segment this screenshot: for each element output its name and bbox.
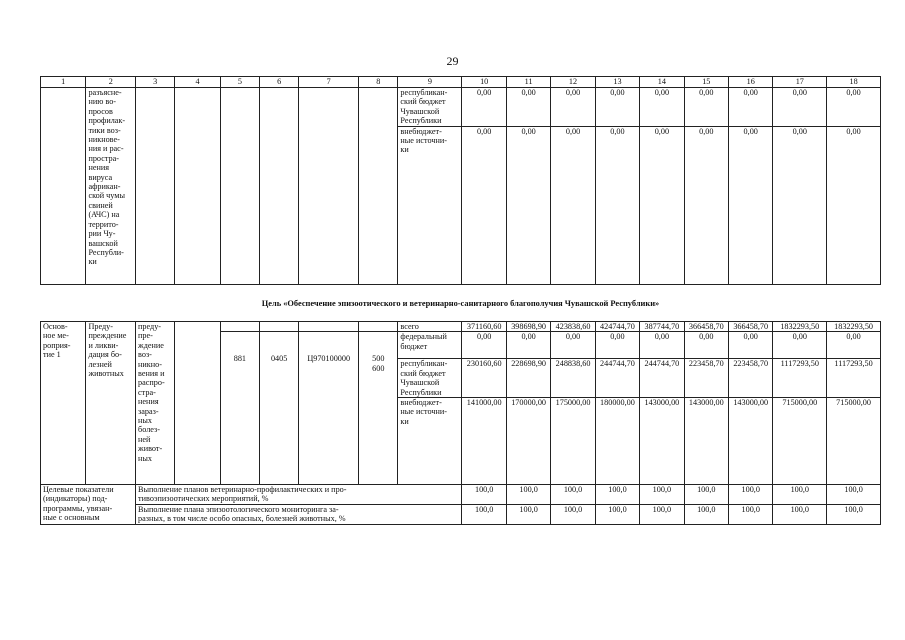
- funding-source: федеральный бюджет: [398, 332, 462, 359]
- value-cell: 100,0: [640, 485, 684, 505]
- value-cell: 1832293,50: [773, 322, 827, 332]
- value-cell: 100,0: [684, 504, 728, 524]
- value-cell: 0,00: [640, 332, 684, 359]
- value-cell: 0,00: [827, 332, 881, 359]
- value-cell: 398698,90: [506, 322, 550, 332]
- value-cell: 100,0: [506, 504, 550, 524]
- value-cell: 100,0: [462, 504, 506, 524]
- value-cell: 423838,60: [551, 322, 595, 332]
- value-cell: 100,0: [595, 485, 639, 505]
- value-cell: 100,0: [827, 485, 881, 505]
- table-row: [41, 322, 881, 332]
- value-cell: 0,00: [462, 332, 506, 359]
- value-cell: 0,00: [640, 88, 684, 127]
- value-cell: 0,00: [684, 126, 728, 284]
- value-cell: 0,00: [827, 88, 881, 127]
- value-cell: 100,0: [773, 485, 827, 505]
- value-cell: 143000,00: [684, 398, 728, 485]
- header-cell: 10: [462, 77, 506, 88]
- value-cell: 0,00: [462, 126, 506, 284]
- header-cell: 9: [398, 77, 462, 88]
- table-row: [41, 88, 881, 127]
- value-cell: 0,00: [729, 88, 773, 127]
- value-cell: 141000,00: [462, 398, 506, 485]
- value-cell: 0,00: [684, 88, 728, 127]
- value-cell: 170000,00: [506, 398, 550, 485]
- measure-goal: преду- пре- ждение воз- никно- вения и распро- стра- нения зараз- ных болез- ней живот- ных: [136, 322, 175, 485]
- value-cell: 0,00: [827, 126, 881, 284]
- value-cell: 0,00: [640, 126, 684, 284]
- value-cell: 1117293,50: [827, 359, 881, 398]
- program-table-continuation: [40, 76, 881, 285]
- value-cell: 223458,70: [684, 359, 728, 398]
- column-number-header-row: [41, 77, 881, 88]
- header-cell: 6: [260, 77, 299, 88]
- measure-number: Основ- ное ме- роприя- тие 1: [41, 322, 86, 485]
- header-cell: 4: [175, 77, 220, 88]
- value-cell: 366458,70: [684, 322, 728, 332]
- value-cell: 0,00: [506, 126, 550, 284]
- page-number: 29: [446, 54, 459, 68]
- value-cell: 0,00: [595, 88, 639, 127]
- header-cell: 18: [827, 77, 881, 88]
- funding-source: внебюджет- ные источни- ки: [398, 398, 462, 485]
- value-cell: 100,0: [729, 504, 773, 524]
- value-cell: 248838,60: [551, 359, 595, 398]
- header-cell: 3: [136, 77, 175, 88]
- activity-description: разъясне- нию во- просов профилак- тики воз- никнове- ния и рас- простра- нения вируса африкан- ской чумы свиней (АЧС) на террито- рии Чу- вашской Республи- ки: [86, 88, 136, 285]
- value-cell: 228698,90: [506, 359, 550, 398]
- value-cell: 100,0: [773, 504, 827, 524]
- measure-name: Преду- преждение и ликви- дация бо- лезней животных: [86, 322, 136, 485]
- value-cell: 0,00: [773, 88, 827, 127]
- value-cell: 387744,70: [640, 322, 684, 332]
- value-cell: 0,00: [551, 332, 595, 359]
- value-cell: 100,0: [729, 485, 773, 505]
- value-cell: 366458,70: [729, 322, 773, 332]
- indicator-row: [41, 504, 881, 524]
- value-cell: 0,00: [551, 88, 595, 127]
- value-cell: 0,00: [462, 88, 506, 127]
- value-cell: 100,0: [595, 504, 639, 524]
- value-cell: 230160,60: [462, 359, 506, 398]
- value-cell: 0,00: [595, 126, 639, 284]
- value-cell: 143000,00: [640, 398, 684, 485]
- value-cell: 180000,00: [595, 398, 639, 485]
- value-cell: 0,00: [684, 332, 728, 359]
- value-cell: 223458,70: [729, 359, 773, 398]
- code-grbs: 881: [220, 332, 259, 485]
- value-cell: 0,00: [729, 332, 773, 359]
- header-cell: 1: [41, 77, 86, 88]
- value-cell: 143000,00: [729, 398, 773, 485]
- funding-source: республикан- ский бюджет Чувашской Республики: [398, 88, 462, 127]
- funding-source: внебюджет- ные источни- ки: [398, 126, 462, 284]
- header-cell: 2: [86, 77, 136, 88]
- header-cell: 16: [729, 77, 773, 88]
- indicator-name: Выполнение планов ветеринарно-профилактических и про- тивоэпизоотических мероприятий, %: [136, 485, 462, 505]
- code-rzpr: 0405: [260, 332, 299, 485]
- value-cell: 100,0: [640, 504, 684, 524]
- indicator-name: Выполнение плана эпизоотологического мониторинга за- разных, в том числе особо опасных, болезней животных, %: [136, 504, 462, 524]
- value-cell: 1832293,50: [827, 322, 881, 332]
- value-cell: 100,0: [684, 485, 728, 505]
- value-cell: 244744,70: [595, 359, 639, 398]
- header-cell: 7: [299, 77, 359, 88]
- value-cell: 0,00: [506, 332, 550, 359]
- value-cell: 0,00: [773, 126, 827, 284]
- indicator-row: [41, 485, 881, 505]
- value-cell: 0,00: [729, 126, 773, 284]
- value-cell: 715000,00: [773, 398, 827, 485]
- value-cell: 175000,00: [551, 398, 595, 485]
- value-cell: 371160,60: [462, 322, 506, 332]
- value-cell: 100,0: [551, 485, 595, 505]
- value-cell: 424744,70: [595, 322, 639, 332]
- value-cell: 0,00: [595, 332, 639, 359]
- value-cell: 100,0: [551, 504, 595, 524]
- header-cell: 14: [640, 77, 684, 88]
- value-cell: 100,0: [827, 504, 881, 524]
- header-cell: 15: [684, 77, 728, 88]
- code-csr: Ц970100000: [299, 332, 359, 485]
- header-cell: 8: [359, 77, 398, 88]
- value-cell: 715000,00: [827, 398, 881, 485]
- value-cell: 1117293,50: [773, 359, 827, 398]
- funding-source: всего: [398, 322, 462, 332]
- value-cell: 0,00: [773, 332, 827, 359]
- header-cell: 17: [773, 77, 827, 88]
- funding-source: республикан- ский бюджет Чувашской Республики: [398, 359, 462, 398]
- value-cell: 0,00: [551, 126, 595, 284]
- value-cell: 100,0: [506, 485, 550, 505]
- code-vr: 500 600: [359, 332, 398, 485]
- header-cell: 13: [595, 77, 639, 88]
- goal-title: Цель «Обеспечение эпизоотического и ветеринарно-санитарного благополучия Чувашской Республики»: [261, 299, 660, 308]
- program-table-goal: [40, 321, 881, 525]
- header-cell: 5: [220, 77, 259, 88]
- value-cell: 100,0: [462, 485, 506, 505]
- indicators-label: Целевые показатели (индикаторы) под- программы, увязан- ные с основным: [41, 485, 136, 525]
- header-cell: 11: [506, 77, 550, 88]
- header-cell: 12: [551, 77, 595, 88]
- value-cell: 0,00: [506, 88, 550, 127]
- value-cell: 244744,70: [640, 359, 684, 398]
